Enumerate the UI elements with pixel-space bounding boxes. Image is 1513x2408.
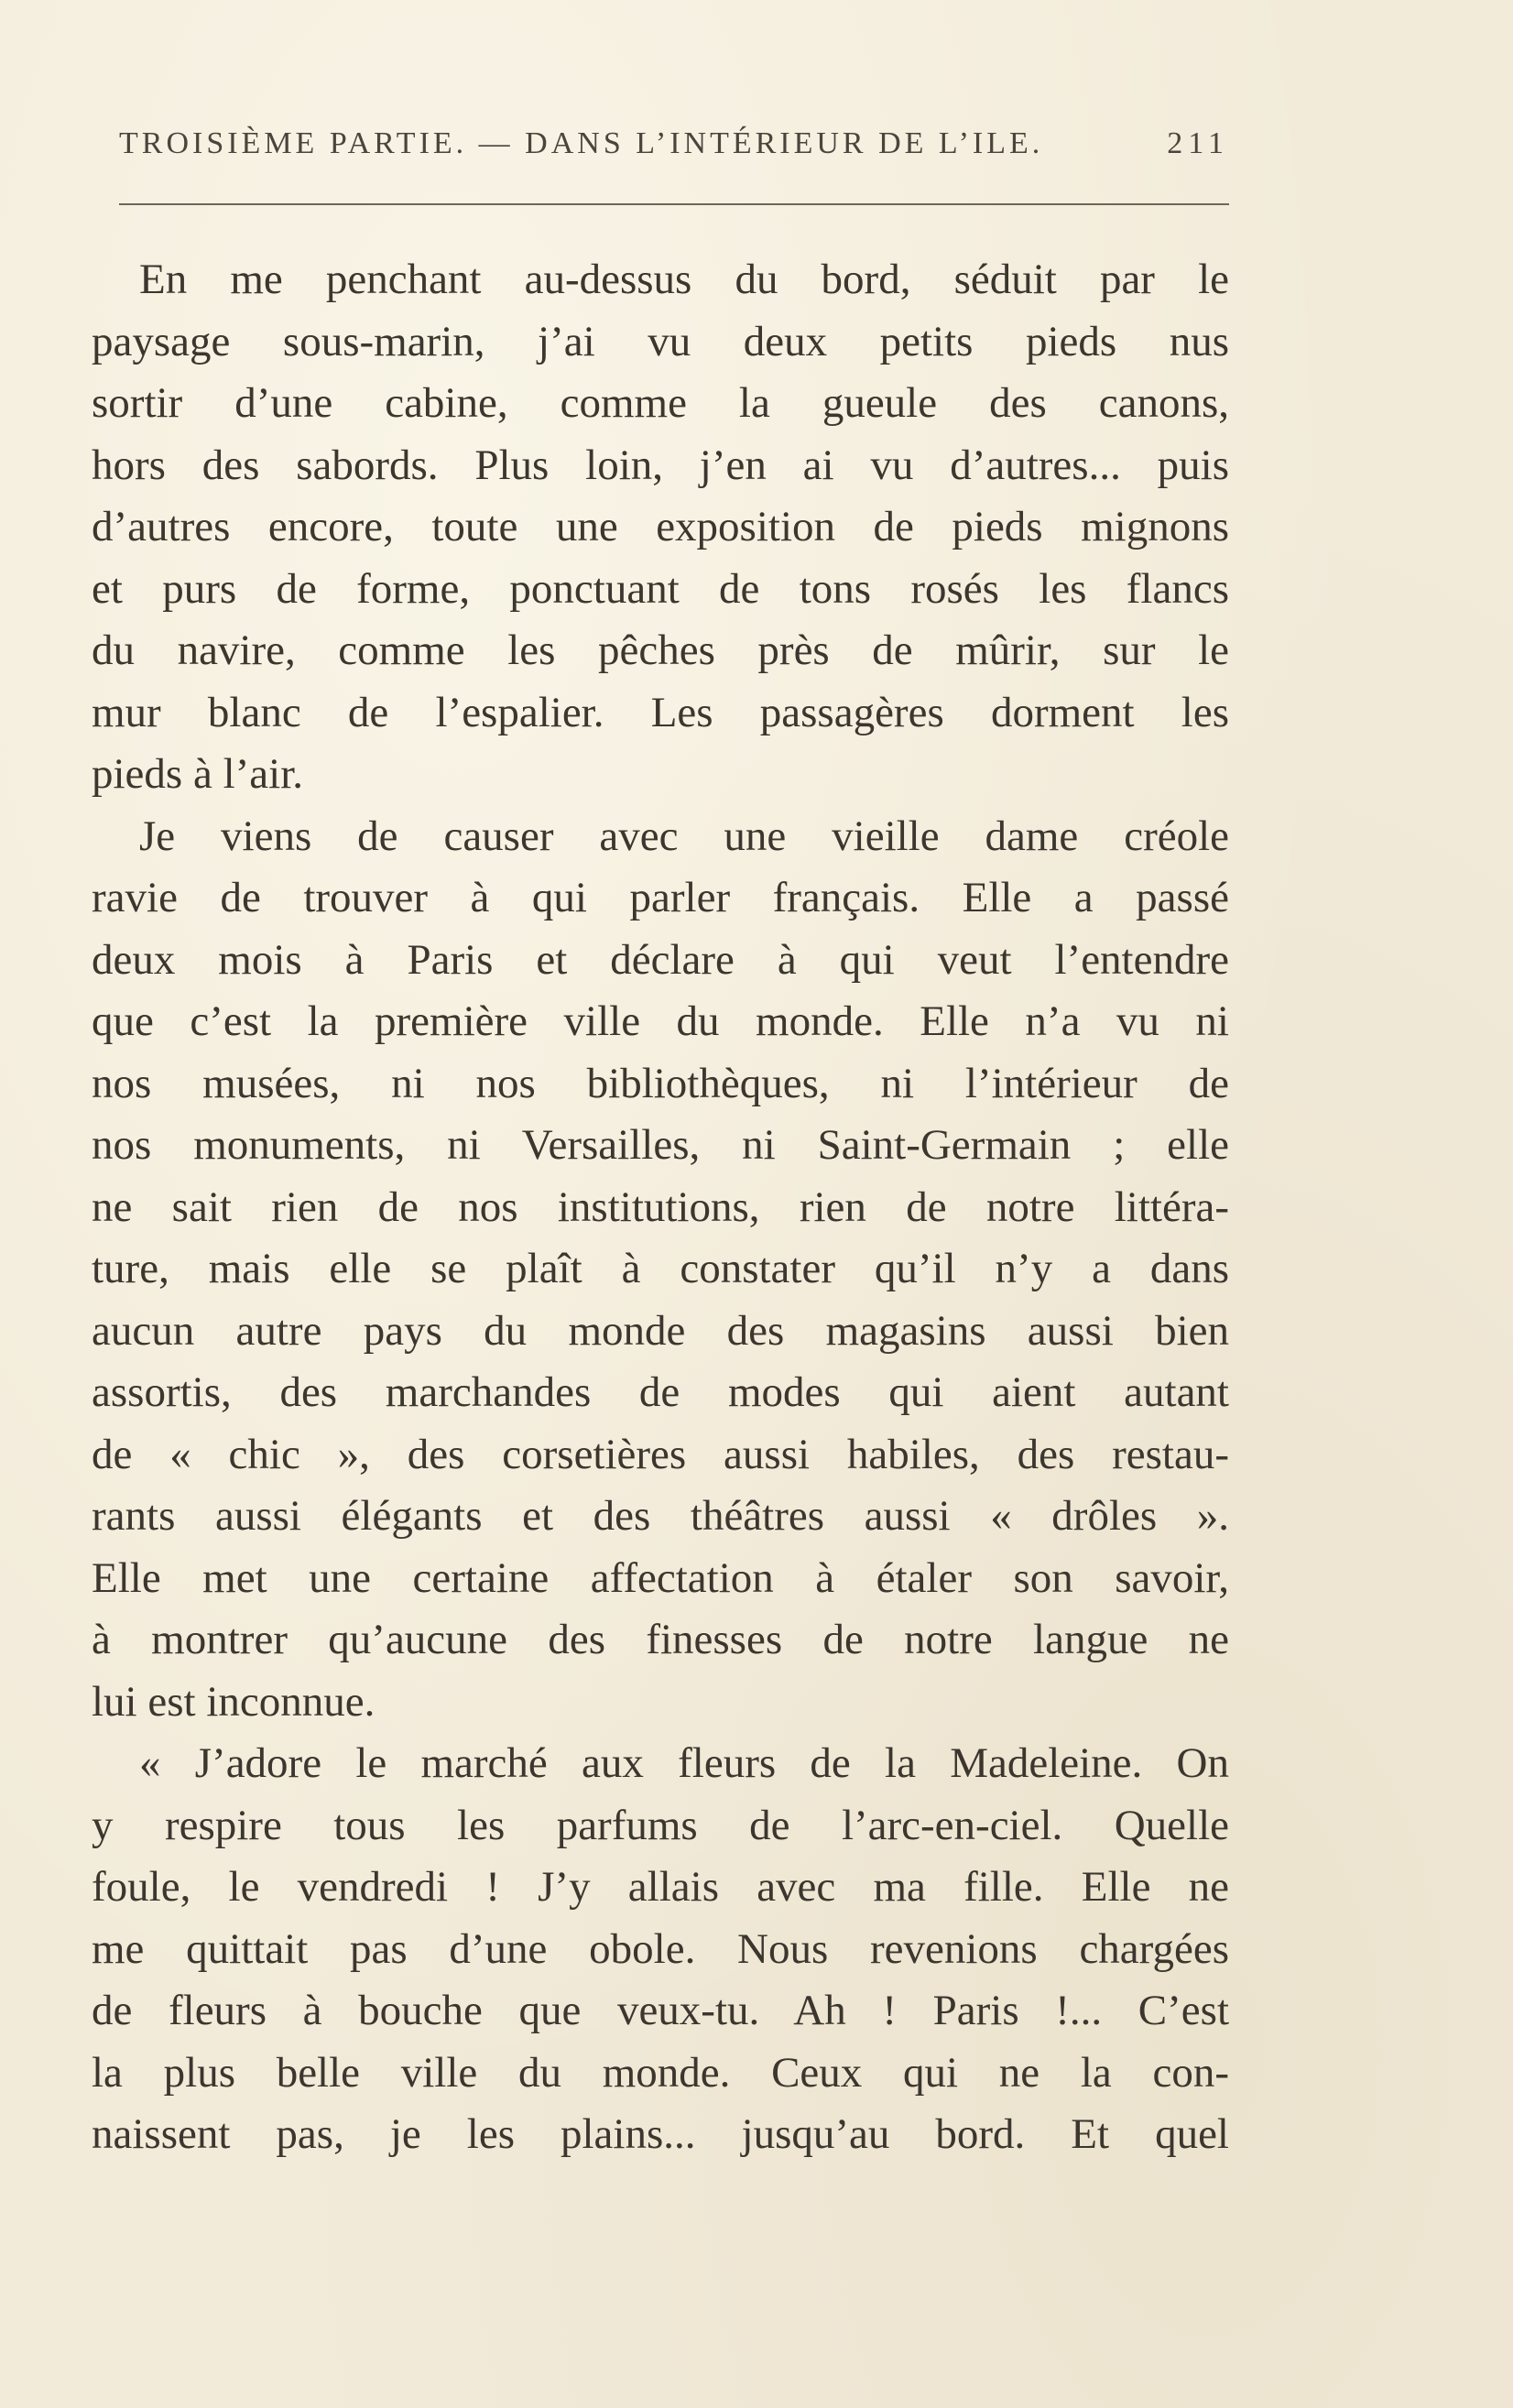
text-line: du navire, comme les pêches près de mûrir, sur le (92, 627, 1229, 674)
text-line: la plus belle ville du monde. Ceux qui ne la con- (92, 2048, 1229, 2097)
text-line: nos musées, ni nos bibliothèques, ni l’intérieur de (92, 1059, 1229, 1107)
text-line: Elle met une certaine affectation à étaler son savoir, (92, 1553, 1229, 1602)
text-line: paysage sous-marin, j’ai vu deux petits pieds nus (92, 317, 1229, 365)
text-line: que c’est la première ville du monde. Elle n’a vu ni (92, 997, 1229, 1045)
text-line: foule, le vendredi ! J’y allais avec ma fille. Elle ne (92, 1863, 1229, 1911)
text-line: hors des sabords. Plus loin, j’en ai vu d’autres... puis (92, 441, 1229, 489)
text-line: deux mois à Paris et déclare à qui veut l’entendre (92, 935, 1229, 984)
text-line: Je viens de causer avec une vieille dame créole (139, 812, 1229, 860)
text-line: mur blanc de l’espalier. Les passagères dorment les (92, 688, 1229, 736)
text-line: rants aussi élégants et des théâtres aussi « drôles ». (92, 1492, 1229, 1540)
text-line: aucun autre pays du monde des magasins aussi bien (92, 1306, 1229, 1355)
text-line: y respire tous les parfums de l’arc-en-ciel. Quelle (92, 1801, 1229, 1849)
running-header (119, 126, 1229, 161)
page-number: 211 (1167, 126, 1229, 160)
text-line: ne sait rien de nos institutions, rien de notre littéra- (92, 1182, 1229, 1231)
text-line: et purs de forme, ponctuant de tons rosés les flancs (92, 564, 1229, 613)
header-rule (119, 203, 1229, 205)
text-line: ture, mais elle se plaît à constater qu’il n’y a dans (92, 1245, 1229, 1292)
text-line: assortis, des marchandes de modes qui aient autant (92, 1368, 1229, 1416)
body-text (92, 249, 1229, 2166)
text-line: En me penchant au-dessus du bord, séduit par le (139, 256, 1229, 303)
text-line: naissent pas, je les plains... jusqu’au bord. Et quel (92, 2110, 1229, 2158)
text-line: de fleurs à bouche que veux-tu. Ah ! Paris !... C’est (92, 1987, 1229, 2034)
text-line: à montrer qu’aucune des finesses de notre langue ne (92, 1616, 1229, 1663)
text-line: lui est inconnue. (92, 1677, 376, 1726)
text-line: me quittait pas d’une obole. Nous revenions chargées (92, 1924, 1229, 1973)
text-line: sortir d’une cabine, comme la gueule des canons, (92, 379, 1229, 427)
text-line: « J’adore le marché aux fleurs de la Madeleine. On (139, 1739, 1229, 1787)
running-title: TROISIÈME PARTIE. — DANS L’INTÉRIEUR DE L’ILE. (119, 126, 1044, 160)
text-line: pieds à l’air. (92, 750, 304, 798)
text-line: de « chic », des corsetières aussi habiles, des restau- (92, 1430, 1229, 1478)
text-line: ravie de trouver à qui parler français. Elle a passé (92, 874, 1229, 921)
text-line: nos monuments, ni Versailles, ni Saint-Germain ; elle (92, 1121, 1229, 1169)
text-line: d’autres encore, toute une exposition de pieds mignons (92, 503, 1229, 550)
